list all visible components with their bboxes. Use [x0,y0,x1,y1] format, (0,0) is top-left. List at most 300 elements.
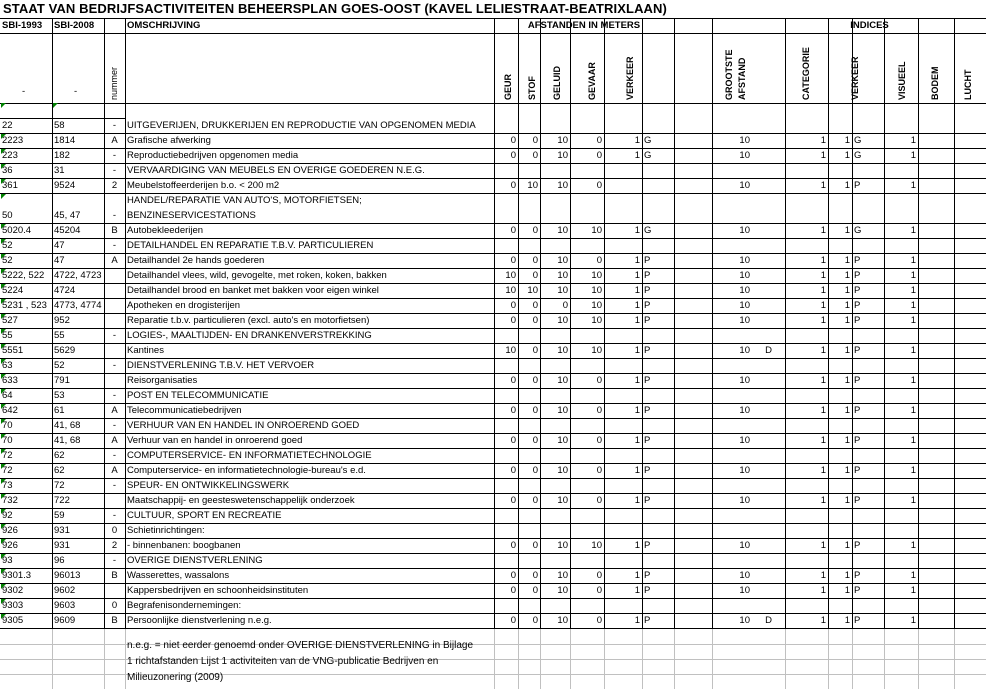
table-cell-verkeer[interactable]: 1 [634,150,640,161]
table-cell-afstand[interactable]: 10 [739,405,750,416]
table-cell-verkeer-index[interactable]: 1 [820,315,826,326]
table-cell-geur[interactable]: 0 [510,225,516,236]
table-cell-bodem[interactable]: P [854,255,861,266]
table-cell-visueel[interactable]: 1 [844,180,850,191]
table-cell-stof[interactable]: 0 [532,465,538,476]
table-cell-geluid[interactable]: 10 [557,435,568,446]
table-row-sbi1993[interactable]: 9302 [2,585,24,596]
table-cell-geluid[interactable]: 10 [557,540,568,551]
table-cell-gevaar[interactable]: 10 [591,345,602,356]
table-cell-lucht[interactable]: 1 [910,465,916,476]
table-cell-visueel[interactable]: 1 [844,285,850,296]
table-row-nummer[interactable]: - [112,420,117,431]
table-row-sbi1993[interactable]: 361 [2,180,18,191]
table-cell-grootste[interactable]: P [644,375,651,386]
table-cell-afstand[interactable]: 10 [739,315,750,326]
table-cell-visueel[interactable]: 1 [844,150,850,161]
table-row-sbi2008[interactable]: 791 [54,375,70,386]
table-cell-geluid[interactable]: 10 [557,375,568,386]
table-cell-visueel[interactable]: 1 [844,135,850,146]
table-row-sbi2008[interactable]: 9602 [54,585,76,596]
table-cell-verkeer-index[interactable]: 1 [820,495,826,506]
table-cell-grootste[interactable]: P [644,270,651,281]
table-row-sbi2008[interactable]: 55 [54,330,65,341]
table-cell-verkeer-index[interactable]: 1 [820,540,826,551]
table-cell-gevaar[interactable]: 0 [596,150,602,161]
table-cell-afstand[interactable]: 10 [739,135,750,146]
table-row-sbi2008[interactable]: 53 [54,390,65,401]
table-row-sbi1993[interactable]: 2223 [2,135,24,146]
table-cell-bodem[interactable]: G [854,135,862,146]
table-cell-geluid[interactable]: 10 [557,315,568,326]
table-cell-verkeer[interactable]: 1 [634,345,640,356]
table-cell-verkeer[interactable]: 1 [634,540,640,551]
table-row-nummer[interactable] [104,299,125,313]
table-row-sbi2008[interactable]: 931 [54,525,70,536]
table-row-sbi1993[interactable]: 72 [2,465,13,476]
table-row-sbi1993[interactable]: 9301.3 [2,570,32,581]
table-cell-stof[interactable]: 0 [532,570,538,581]
table-cell-verkeer[interactable]: 1 [634,405,640,416]
table-row-omschrijving[interactable]: Reproductiebedrijven opgenomen media [127,150,299,161]
table-row-nummer[interactable]: A [111,255,118,266]
table-cell-verkeer-index[interactable]: 1 [820,300,826,311]
table-cell-afstand[interactable]: 10 [739,255,750,266]
table-cell-bodem[interactable]: P [854,405,861,416]
table-cell-bodem[interactable]: P [854,270,861,281]
table-cell-afstand[interactable]: 10 [739,150,750,161]
table-row-sbi1993[interactable]: 9305 [2,615,24,626]
table-cell-afstand[interactable]: 10 [739,465,750,476]
table-row-nummer[interactable] [104,344,125,358]
table-row-nummer[interactable] [104,494,125,508]
table-cell-lucht[interactable]: 1 [910,225,916,236]
table-cell-lucht[interactable]: 1 [910,615,916,626]
table-cell-lucht[interactable]: 1 [910,375,916,386]
table-row-sbi1993[interactable]: 70 [2,420,13,431]
table-cell-categorie[interactable]: D [765,345,772,356]
table-row-sbi2008[interactable]: 182 [54,150,70,161]
table-cell-geur[interactable]: 0 [510,435,516,446]
table-row-sbi1993[interactable]: 64 [2,390,13,401]
table-cell-geur[interactable]: 0 [510,585,516,596]
table-row-sbi2008[interactable]: 41, 68 [54,420,81,431]
table-cell-bodem[interactable]: G [854,150,862,161]
table-cell-geur[interactable]: 10 [505,285,516,296]
table-cell-stof[interactable]: 0 [532,225,538,236]
table-cell-geur[interactable]: 0 [510,495,516,506]
table-cell-grootste[interactable]: G [644,150,652,161]
table-cell-geur[interactable]: 0 [510,255,516,266]
table-cell-visueel[interactable]: 1 [844,270,850,281]
table-cell-gevaar[interactable]: 0 [596,180,602,191]
table-row-omschrijving[interactable]: Grafische afwerking [127,135,211,146]
table-row-omschrijving[interactable]: Detailhandel brood en banket met bakken voor eigen winkel [127,285,379,296]
table-row-omschrijving[interactable]: Reparatie t.b.v. particulieren (excl. auto's en motorfietsen) [127,315,370,326]
table-row-omschrijving[interactable]: Schietinrichtingen: [127,525,205,536]
table-cell-bodem[interactable]: P [854,345,861,356]
table-cell-lucht[interactable]: 1 [910,405,916,416]
table-cell-stof[interactable]: 0 [532,150,538,161]
table-cell-bodem[interactable]: P [854,585,861,596]
table-row-sbi1993[interactable]: 732 [2,495,18,506]
table-row-omschrijving[interactable]: CULTUUR, SPORT EN RECREATIE [127,510,282,521]
table-cell-bodem[interactable]: P [854,180,861,191]
table-cell-verkeer[interactable]: 1 [634,285,640,296]
table-row-sbi1993[interactable]: 9303 [2,600,24,611]
table-cell-lucht[interactable]: 1 [910,315,916,326]
table-cell-visueel[interactable]: 1 [844,345,850,356]
table-cell-afstand[interactable]: 10 [739,225,750,236]
table-cell-grootste[interactable]: G [644,225,652,236]
table-row-nummer[interactable]: - [112,120,117,131]
table-row-omschrijving[interactable]: DETAILHANDEL EN REPARATIE T.B.V. PARTICULIEREN [127,240,374,251]
table-cell-lucht[interactable]: 1 [910,255,916,266]
table-cell-verkeer[interactable]: 1 [634,585,640,596]
table-cell-gevaar[interactable]: 10 [591,540,602,551]
table-cell-lucht[interactable]: 1 [910,540,916,551]
table-row-sbi1993[interactable]: 926 [2,525,18,536]
table-cell-grootste[interactable]: P [644,615,651,626]
table-cell-verkeer-index[interactable]: 1 [820,270,826,281]
table-cell-bodem[interactable]: P [854,615,861,626]
table-cell-grootste[interactable]: P [644,300,651,311]
table-row-nummer[interactable] [104,374,125,388]
table-cell-geluid[interactable]: 10 [557,585,568,596]
table-cell-verkeer[interactable]: 1 [634,375,640,386]
table-cell-grootste[interactable]: P [644,345,651,356]
table-cell-geur[interactable]: 0 [510,135,516,146]
table-row-sbi2008[interactable]: 47 [54,255,65,266]
table-cell-geur[interactable]: 0 [510,570,516,581]
table-cell-afstand[interactable]: 10 [739,540,750,551]
table-row-sbi2008[interactable]: 72 [54,480,65,491]
table-cell-geur[interactable]: 0 [510,465,516,476]
table-cell-bodem[interactable]: G [854,225,862,236]
table-row-sbi1993[interactable]: 52 [2,255,13,266]
table-cell-stof[interactable]: 0 [532,315,538,326]
table-cell-verkeer[interactable]: 1 [634,615,640,626]
table-cell-verkeer[interactable]: 1 [634,255,640,266]
table-cell-lucht[interactable]: 1 [910,585,916,596]
table-cell-geluid[interactable]: 10 [557,615,568,626]
table-cell-categorie[interactable]: D [765,615,772,626]
table-cell-visueel[interactable]: 1 [844,540,850,551]
table-row-sbi1993[interactable]: 926 [2,540,18,551]
table-row-sbi1993[interactable]: 642 [2,405,18,416]
table-row-omschrijving[interactable]: Kappersbedrijven en schoonheidsinstituten [127,585,309,596]
table-cell-visueel[interactable]: 1 [844,315,850,326]
table-cell-geluid[interactable]: 10 [557,135,568,146]
table-cell-gevaar[interactable]: 10 [591,315,602,326]
table-row-nummer[interactable]: A [111,435,118,446]
table-cell-verkeer-index[interactable]: 1 [820,345,826,356]
table-row-sbi1993[interactable]: 72 [2,450,13,461]
table-cell-visueel[interactable]: 1 [844,585,850,596]
table-cell-verkeer-index[interactable]: 1 [820,585,826,596]
table-cell-bodem[interactable]: P [854,540,861,551]
table-row-sbi2008[interactable]: 4724 [54,285,76,296]
table-cell-gevaar[interactable]: 0 [596,615,602,626]
table-cell-gevaar[interactable]: 0 [596,435,602,446]
table-row-omschrijving[interactable]: Kantines [127,345,164,356]
table-cell-stof[interactable]: 0 [532,300,538,311]
table-row-omschrijving[interactable]: Detailhandel vlees, wild, gevogelte, met roken, koken, bakken [127,270,387,281]
table-cell-stof[interactable]: 0 [532,435,538,446]
table-row-sbi1993[interactable]: 5020.4 [2,225,32,236]
table-cell-gevaar[interactable]: 0 [596,570,602,581]
table-cell-lucht[interactable]: 1 [910,285,916,296]
table-cell-geur[interactable]: 10 [505,345,516,356]
table-row-sbi1993[interactable]: 55 [2,330,13,341]
table-row-sbi2008[interactable]: 47 [54,240,65,251]
table-row-omschrijving[interactable]: Detailhandel 2e hands goederen [127,255,265,266]
table-cell-bodem[interactable]: P [854,435,861,446]
table-cell-verkeer-index[interactable]: 1 [820,285,826,296]
table-row-sbi2008[interactable]: 4722, 4723 [54,270,102,281]
table-cell-stof[interactable]: 0 [532,345,538,356]
table-row-omschrijving[interactable]: - binnenbanen: boogbanen [127,540,241,551]
table-row-omschrijving-cont[interactable]: BENZINESERVICESTATIONS [127,210,256,221]
table-cell-grootste[interactable]: P [644,570,651,581]
table-row-nummer[interactable] [104,284,125,298]
table-cell-verkeer-index[interactable]: 1 [820,375,826,386]
table-row-nummer[interactable]: 2 [111,540,118,551]
table-row-nummer[interactable] [104,314,125,328]
table-row-nummer[interactable] [104,269,125,283]
table-cell-bodem[interactable]: P [854,570,861,581]
table-cell-geluid[interactable]: 10 [557,225,568,236]
table-cell-geur[interactable]: 0 [510,615,516,626]
table-row-nummer[interactable]: B [111,615,118,626]
table-row-nummer[interactable]: - [112,330,117,341]
table-row-sbi1993[interactable]: 22 [2,120,13,131]
table-row-omschrijving[interactable]: Begrafenisondernemingen: [127,600,242,611]
table-row-omschrijving[interactable]: Meubelstoffeerderijen b.o. < 200 m2 [127,180,280,191]
table-cell-grootste[interactable]: P [644,540,651,551]
table-row-sbi2008[interactable]: 9609 [54,615,76,626]
table-row-sbi2008[interactable]: 41, 68 [54,435,81,446]
table-cell-grootste[interactable]: P [644,285,651,296]
table-cell-geluid[interactable]: 10 [557,150,568,161]
table-cell-visueel[interactable]: 1 [844,570,850,581]
table-cell-visueel[interactable]: 1 [844,495,850,506]
table-row-nummer[interactable]: A [111,405,118,416]
table-cell-gevaar[interactable]: 0 [596,465,602,476]
table-row-sbi1993[interactable]: 93 [2,555,13,566]
table-row-nummer[interactable]: - [112,555,117,566]
table-cell-geur[interactable]: 10 [505,270,516,281]
table-row-nummer[interactable]: A [111,135,118,146]
table-cell-verkeer-index[interactable]: 1 [820,225,826,236]
table-cell-afstand[interactable]: 10 [739,375,750,386]
table-row-omschrijving[interactable]: VERVAARDIGING VAN MEUBELS EN OVERIGE GOEDEREN N.E.G. [127,165,425,176]
table-cell-lucht[interactable]: 1 [910,300,916,311]
table-cell-bodem[interactable]: P [854,375,861,386]
table-row-sbi2008[interactable]: 59 [54,510,65,521]
table-cell-visueel[interactable]: 1 [844,465,850,476]
table-row-omschrijving[interactable]: HANDEL/REPARATIE VAN AUTO'S, MOTORFIETSEN; [127,195,362,206]
table-cell-visueel[interactable]: 1 [844,300,850,311]
table-cell-lucht[interactable]: 1 [910,495,916,506]
table-cell-geluid[interactable]: 10 [557,255,568,266]
table-row-nummer[interactable]: - [112,165,117,176]
table-row-sbi1993[interactable]: 5222, 522 [2,270,45,281]
table-cell-stof[interactable]: 0 [532,270,538,281]
table-cell-afstand[interactable]: 10 [739,300,750,311]
table-cell-verkeer[interactable]: 1 [634,315,640,326]
table-row-omschrijving[interactable]: SPEUR- EN ONTWIKKELINGSWERK [127,480,290,491]
table-cell-lucht[interactable]: 1 [910,345,916,356]
table-cell-verkeer[interactable]: 1 [634,570,640,581]
table-cell-gevaar[interactable]: 10 [591,270,602,281]
table-row-sbi1993[interactable]: 63 [2,360,13,371]
table-cell-verkeer-index[interactable]: 1 [820,405,826,416]
table-cell-visueel[interactable]: 1 [844,375,850,386]
table-row-sbi2008[interactable]: 5629 [54,345,76,356]
table-cell-verkeer[interactable]: 1 [634,300,640,311]
table-cell-afstand[interactable]: 10 [739,495,750,506]
table-row-sbi1993[interactable]: 36 [2,165,13,176]
table-cell-gevaar[interactable]: 10 [591,300,602,311]
table-cell-bodem[interactable]: P [854,315,861,326]
table-cell-verkeer-index[interactable]: 1 [820,135,826,146]
table-row-sbi2008[interactable]: 722 [54,495,70,506]
table-cell-visueel[interactable]: 1 [844,225,850,236]
table-row-sbi2008[interactable]: 58 [54,120,65,131]
table-cell-stof[interactable]: 10 [527,285,538,296]
table-row-sbi1993[interactable]: 73 [2,480,13,491]
table-cell-stof[interactable]: 0 [532,615,538,626]
table-row-nummer[interactable]: B [111,570,118,581]
table-cell-afstand[interactable]: 10 [739,570,750,581]
table-cell-geur[interactable]: 0 [510,180,516,191]
table-cell-lucht[interactable]: 1 [910,570,916,581]
table-row-sbi2008[interactable]: 61 [54,405,65,416]
table-row-omschrijving[interactable]: POST EN TELECOMMUNICATIE [127,390,269,401]
table-row-nummer[interactable]: - [112,360,117,371]
table-cell-grootste[interactable]: G [644,135,652,146]
table-row-sbi2008[interactable]: 45, 47 [54,210,81,221]
table-row-sbi2008[interactable]: 31 [54,165,65,176]
table-cell-geluid[interactable]: 10 [557,285,568,296]
table-row-sbi1993[interactable]: 92 [2,510,13,521]
table-cell-afstand[interactable]: 10 [739,180,750,191]
table-row-nummer[interactable]: - [112,450,117,461]
table-cell-afstand[interactable]: 10 [739,285,750,296]
table-row-sbi2008[interactable]: 52 [54,360,65,371]
table-cell-geur[interactable]: 0 [510,315,516,326]
table-row-sbi2008[interactable]: 96 [54,555,65,566]
table-row-sbi2008[interactable]: 931 [54,540,70,551]
table-cell-grootste[interactable]: P [644,435,651,446]
table-cell-verkeer-index[interactable]: 1 [820,255,826,266]
table-row-omschrijving[interactable]: LOGIES-, MAALTIJDEN- EN DRANKENVERSTREKKING [127,330,372,341]
table-cell-geur[interactable]: 0 [510,300,516,311]
table-row-sbi2008[interactable]: 62 [54,450,65,461]
table-row-nummer[interactable]: - [112,510,117,521]
table-cell-gevaar[interactable]: 10 [591,225,602,236]
table-cell-grootste[interactable]: P [644,465,651,476]
table-row-sbi2008[interactable]: 9524 [54,180,76,191]
table-cell-visueel[interactable]: 1 [844,255,850,266]
table-row-nummer[interactable]: B [111,225,118,236]
table-cell-geluid[interactable]: 0 [562,300,568,311]
table-row-omschrijving[interactable]: VERHUUR VAN EN HANDEL IN ONROEREND GOED [127,420,360,431]
table-row-nummer[interactable]: A [111,465,118,476]
table-row-sbi1993[interactable]: 70 [2,435,13,446]
table-cell-geluid[interactable]: 10 [557,180,568,191]
table-row-omschrijving[interactable]: Verhuur van en handel in onroerend goed [127,435,303,446]
table-row-nummer[interactable]: - [112,240,117,251]
table-cell-bodem[interactable]: P [854,285,861,296]
table-row-nummer[interactable]: - [112,480,117,491]
table-row-nummer[interactable]: - [112,150,117,161]
table-cell-geur[interactable]: 0 [510,375,516,386]
table-cell-verkeer-index[interactable]: 1 [820,435,826,446]
table-row-sbi2008[interactable]: 952 [54,315,70,326]
table-cell-gevaar[interactable]: 0 [596,135,602,146]
table-row-omschrijving[interactable]: Persoonlijke dienstverlening n.e.g. [127,615,272,626]
table-cell-verkeer-index[interactable]: 1 [820,465,826,476]
table-row-nummer[interactable] [104,584,125,598]
table-cell-grootste[interactable]: P [644,405,651,416]
table-cell-visueel[interactable]: 1 [844,435,850,446]
table-row-sbi2008[interactable]: 45204 [54,225,81,236]
table-cell-gevaar[interactable]: 0 [596,585,602,596]
table-row-nummer[interactable]: - [112,390,117,401]
table-row-omschrijving[interactable]: Wasserettes, wassalons [127,570,230,581]
table-cell-geluid[interactable]: 10 [557,405,568,416]
table-cell-stof[interactable]: 0 [532,585,538,596]
table-row-sbi1993[interactable]: 223 [2,150,18,161]
table-cell-visueel[interactable]: 1 [844,615,850,626]
table-cell-bodem[interactable]: P [854,300,861,311]
table-cell-afstand[interactable]: 10 [739,270,750,281]
table-cell-stof[interactable]: 0 [532,135,538,146]
table-cell-geluid[interactable]: 10 [557,570,568,581]
table-cell-afstand[interactable]: 10 [739,615,750,626]
table-cell-bodem[interactable]: P [854,465,861,476]
table-row-nummer[interactable]: - [112,210,117,221]
table-cell-verkeer[interactable]: 1 [634,225,640,236]
table-cell-verkeer-index[interactable]: 1 [820,615,826,626]
table-row-omschrijving[interactable]: DIENSTVERLENING T.B.V. HET VERVOER [127,360,315,371]
table-cell-geluid[interactable]: 10 [557,345,568,356]
table-cell-verkeer-index[interactable]: 1 [820,150,826,161]
table-row-sbi2008[interactable]: 9603 [54,600,76,611]
table-row-omschrijving[interactable]: Autobekleederijen [127,225,204,236]
table-cell-stof[interactable]: 0 [532,405,538,416]
table-cell-visueel[interactable]: 1 [844,405,850,416]
table-cell-stof[interactable]: 0 [532,255,538,266]
table-row-sbi1993[interactable]: 5231 , 523 [2,300,47,311]
table-cell-lucht[interactable]: 1 [910,135,916,146]
table-cell-afstand[interactable]: 10 [739,585,750,596]
table-row-sbi1993[interactable]: 527 [2,315,18,326]
table-cell-afstand[interactable]: 10 [739,345,750,356]
table-row-sbi2008[interactable]: 1814 [54,135,76,146]
table-cell-lucht[interactable]: 1 [910,435,916,446]
table-cell-lucht[interactable]: 1 [910,180,916,191]
table-cell-gevaar[interactable]: 10 [591,285,602,296]
table-cell-verkeer[interactable]: 1 [634,270,640,281]
table-row-omschrijving[interactable]: Apotheken en drogisterijen [127,300,241,311]
table-row-omschrijving[interactable]: Reisorganisaties [127,375,198,386]
table-cell-grootste[interactable]: P [644,585,651,596]
table-cell-stof[interactable]: 0 [532,375,538,386]
table-cell-grootste[interactable]: P [644,495,651,506]
